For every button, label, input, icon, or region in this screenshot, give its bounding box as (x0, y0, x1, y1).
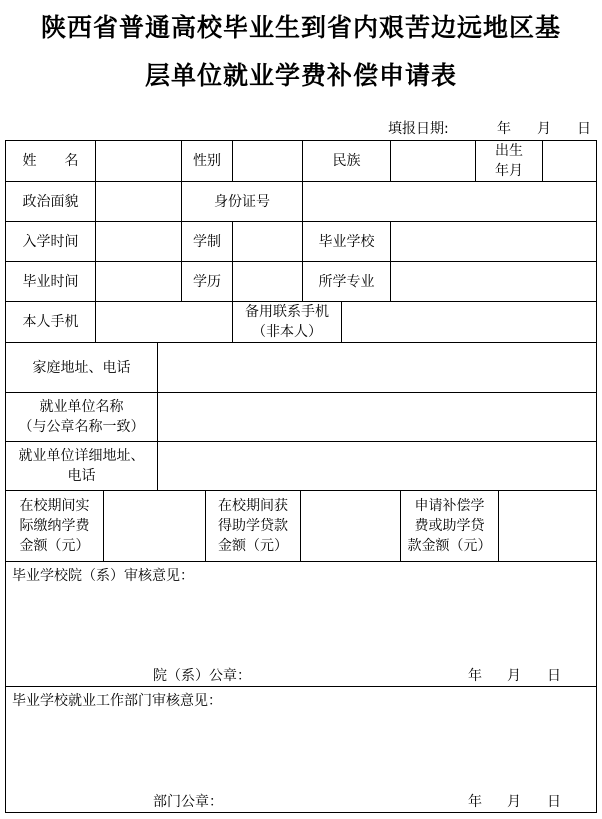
enroll-time-field[interactable] (96, 222, 181, 261)
label-birth-line2: 年月 (495, 163, 523, 179)
label-id-number: 身份证号 (214, 193, 270, 210)
label-employer-address-line1: 就业单位详细地址、 (18, 448, 145, 464)
label-backup-phone (233, 302, 341, 342)
label-tuition-paid (6, 491, 103, 561)
label-home-address: 家庭地址、电话 (32, 359, 131, 376)
form-title-line2: 层单位就业学费补偿申请表 (144, 61, 457, 90)
employment-office-heading: 毕业学校就业工作部门审核意见： (12, 693, 222, 709)
employment-office-day: 日 (547, 794, 561, 810)
label-employer-name-line2: （与公章名称一致） (18, 419, 145, 435)
ethnicity-field[interactable] (391, 141, 475, 181)
label-own-phone: 本人手机 (22, 314, 79, 330)
label-loan-received (206, 491, 300, 561)
fill-date-year: 年 (497, 121, 511, 137)
compensation-requested-field[interactable] (499, 491, 596, 561)
employment-office-year: 年 (468, 794, 482, 810)
label-apply-line1: 申请补偿学 (414, 498, 485, 514)
graduation-time-field[interactable] (96, 262, 181, 301)
label-compensation-requested (401, 491, 498, 561)
label-backup-phone-line1: 备用联系手机 (245, 304, 329, 320)
form-title-line1: 陕西省普通高校毕业生到省内艰苦边远地区基 (40, 13, 561, 42)
label-employer-address-line2: 电话 (67, 468, 96, 484)
graduation-school-field[interactable] (391, 222, 596, 261)
label-employer-name-line1: 就业单位名称 (39, 399, 124, 415)
label-tuition-line1: 在校期间实 (19, 498, 90, 514)
label-enroll-time: 入学时间 (22, 233, 79, 250)
major-field[interactable] (391, 262, 596, 301)
label-birth-line1: 出生 (495, 143, 523, 159)
label-employer-name (6, 393, 157, 441)
label-schooling-length: 学制 (193, 233, 221, 250)
fill-date-label: 填报日期: (388, 121, 449, 137)
label-loan-line2: 得助学贷款 (218, 518, 288, 534)
dept-review-year: 年 (468, 668, 482, 684)
loan-received-field[interactable] (301, 491, 400, 561)
dept-review-month: 月 (507, 668, 521, 684)
education-field[interactable] (233, 262, 302, 301)
label-major: 所学专业 (318, 273, 375, 290)
label-education: 学历 (193, 273, 221, 290)
label-political-status: 政治面貌 (22, 193, 79, 210)
label-tuition-line2: 际缴纳学费 (19, 518, 90, 534)
label-graduation-school: 毕业学校 (318, 233, 375, 250)
label-apply-line3: 款金额（元） (407, 538, 492, 554)
label-name: 姓 名 (22, 153, 79, 169)
label-loan-line1: 在校期间获 (218, 498, 288, 514)
label-apply-line2: 费或助学贷 (414, 518, 485, 534)
label-gender: 性别 (193, 153, 221, 169)
gender-field[interactable] (233, 141, 302, 181)
label-loan-line3: 金额（元） (218, 538, 288, 554)
label-tuition-line3: 金额（元） (19, 538, 90, 554)
label-employer-address (6, 442, 157, 490)
id-number-field[interactable] (303, 182, 596, 221)
label-backup-phone-line2: （非本人） (252, 324, 322, 340)
label-graduation-time: 毕业时间 (22, 273, 79, 290)
employment-office-seal-label: 部门公章： (153, 794, 223, 810)
dept-seal-label: 院（系）公章： (153, 668, 251, 684)
fill-date-month: 月 (537, 121, 551, 137)
employer-address-field[interactable] (158, 442, 596, 490)
label-ethnicity: 民族 (332, 153, 361, 169)
backup-phone-field[interactable] (342, 302, 596, 342)
fill-date-day: 日 (577, 121, 591, 137)
dept-review-day: 日 (547, 668, 561, 684)
name-field[interactable] (96, 141, 181, 181)
employer-name-field[interactable] (158, 393, 596, 441)
schooling-length-field[interactable] (233, 222, 302, 261)
label-birth-date (476, 141, 542, 181)
home-address-field[interactable] (158, 343, 596, 392)
political-status-field[interactable] (96, 182, 181, 221)
employment-office-month: 月 (507, 794, 521, 810)
birth-date-field[interactable] (543, 141, 596, 181)
own-phone-field[interactable] (96, 302, 232, 342)
dept-review-heading: 毕业学校院（系）审核意见： (12, 568, 194, 584)
tuition-paid-field[interactable] (104, 491, 205, 561)
